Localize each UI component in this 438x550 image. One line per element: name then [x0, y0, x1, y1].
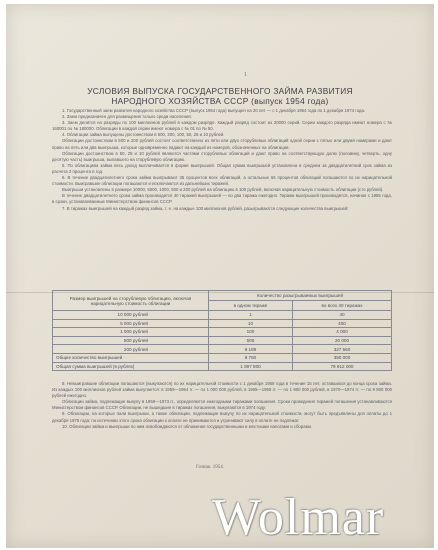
paragraph: 1. Государственный заем развития народного хозяйства СССР (выпуск 1954 года) выпущен на 20 лет — с 1 декабря 1954 года по 1 декабря 1974 года. [62, 108, 366, 113]
paragraph: В течение двадцатилетнего срока займа производится 40 тиражей выигрышей — по два тиража ежегодно. Тиражи выигрышей производятся, начиная с 1955 года, в сроки, устанавливаемые Министерством финансов СССР. [52, 193, 392, 205]
count-all: 4 000 [293, 328, 392, 337]
table-row [53, 328, 392, 337]
paragraph: 6. В течение двадцатилетнего срока займа выигрывают 35 процентов всех облигаций, а остальные 65 процентов облигаций погашаются по их нарицательной стоимости. Выигравшие облигации погашаются и исключаются из дальнейших тиражей. [52, 175, 392, 187]
count-all: 40 [293, 311, 392, 320]
table-row [53, 311, 392, 320]
prize-size: 5 000 рублей [53, 319, 209, 328]
page-mark: 1 [244, 72, 247, 78]
paragraph: 8. Невыигравшие облигации погашаются (выкупаются) по их нарицательной стоимости с 1 декабря 1959 года в течение 15 лет, оставшихся до конца срока займа. Из каждых 100 миллионов рублей займа выкупается: в 1959—1964 гг. — по 1 000 000 рублей, в 1965—1969 гг. — по 1 900 000 рублей, в 1970—1974 гг. — по 9 800 000 рублей ежегодно. [52, 381, 392, 399]
prize-size: 10 000 рублей [53, 311, 209, 320]
paragraph: Выигрыши установлены в размере 10000, 5000, 1000, 500 и 200 рублей на облигацию в 100 рублей, включая нарицательную стоимость облигации (сто рублей). [62, 187, 384, 193]
printer-imprint: Гознак. 1954. [196, 465, 225, 470]
header-all-draws: во всех 40 тиражах [293, 301, 392, 311]
table-row-total-count [53, 353, 392, 362]
count-one: 10 [208, 319, 292, 328]
paragraph: Облигации займа, подлежащие выкупу в 1959—1973 гг., определяются ежегодными тиражами погашения. Сроки проведения тиражей погашения устанавливаются Министерством финансов СССР. Облигации, не вышедшие в тиражах погашения, выкупаются в 1974 году. [52, 399, 392, 411]
total-count-all: 350 000 [293, 353, 392, 362]
count-one: 1 [208, 311, 292, 320]
total-sum-all: 79 912 000 [293, 362, 392, 371]
paragraph: Облигации достоинством в 500 и 200 рублей состоят соответственно из пяти или двух сторублевых облигаций одной серии с пятью или двумя номерами и дают право на пять или два выигрыша, которые одновременно падают на каждый из номеров, обозначенных на облигации. [52, 138, 392, 150]
count-one: 500 [208, 336, 292, 345]
paragraph: 4. Облигации займа выпущены достоинством в 500, 200, 100, 50, 25 и 10 рублей. [62, 132, 225, 138]
paragraph: 7. В тиражах выигрышей на каждый разряд займа, т. е. на каждые 100 миллионов рублей, разыгрываются следующие количества выигрышей: [62, 205, 349, 211]
paragraph: 10. Облигации займа и выигрыши по ним освобождаются от обложения государственными и местными налогами и сборами. [62, 423, 313, 429]
watermark-logo: Wolmar [212, 489, 385, 546]
paragraph: 9. Облигации, на которые пали выигрыши, а также облигации, подлежащие выкупу по их нарицательной стоимости, могут быть предъявлены для оплаты до 1 декабря 1975 года; по истечении этого срока облигации к оплате не принимаются и утрачивают силу в оплате не подлежат. [52, 411, 392, 423]
prize-size: 1 000 рублей [53, 328, 209, 337]
paragraph: 5. По облигациям займа весь доход выплачивается в форме выигрышей. Общая сумма выигрышей установлена в среднем за двадцатилетний срок займа из расчета 3 процента в год. [52, 162, 392, 174]
total-count-one: 8 780 [208, 353, 292, 362]
prize-size: 200 рублей [53, 345, 209, 354]
count-all: 20 000 [293, 336, 392, 345]
prize-size: 500 рублей [53, 336, 209, 345]
title-line-1: УСЛОВИЯ ВЫПУСКА ГОСУДАРСТВЕННОГО ЗАЙМА РАЗВИТИЯ [87, 86, 353, 96]
table-row [53, 319, 392, 328]
header-one-draw: в одном тираже [208, 301, 292, 311]
count-all: 327 560 [293, 345, 392, 354]
total-sum-one: 1 997 800 [208, 362, 292, 371]
count-all: 400 [293, 319, 392, 328]
conditions-text-bottom [52, 381, 392, 430]
prize-table [52, 290, 392, 371]
count-one: 8 189 [208, 345, 292, 354]
conditions-text-top [52, 108, 392, 212]
total-sum-label: Общая сумма выигрышей (в рублях) [53, 362, 209, 371]
table-row [53, 336, 392, 345]
total-count-label: Общее количество выигрышей [53, 353, 209, 362]
count-one: 100 [208, 328, 292, 337]
paragraph: 3. Заем делится на разряды по 100 миллионов рублей в каждом разряде. Каждый разряд состоит из 20000 серий. Серии каждого разряда имеют номера с № 160001 по № 180000. Облигации в каждой серии имеют номера с № 01 по № 50. [52, 120, 392, 132]
paragraph: 2. Заем предназначен для размещения только среди населения. [62, 114, 192, 120]
table-row-total-sum [53, 362, 392, 371]
title-line-2: НАРОДНОГО ХОЗЯЙСТВА СССР (выпуск 1954 года) [111, 96, 329, 106]
header-prize-size: Размер выигрышей на сторублевую облигацию, включая нарицательную стоимость облигации [53, 291, 209, 311]
table-row [53, 345, 392, 354]
header-prize-count: Количество разыгрываемых выигрышей [208, 291, 391, 301]
paragraph: Облигации достоинством в 50, 25 и 10 рублей являются частями сторублевых облигаций и дают право на соответствующую долю (половину, четверть, одну десятую часть) выигрыша, выпавшего на сторублевую облигацию. [52, 150, 392, 162]
